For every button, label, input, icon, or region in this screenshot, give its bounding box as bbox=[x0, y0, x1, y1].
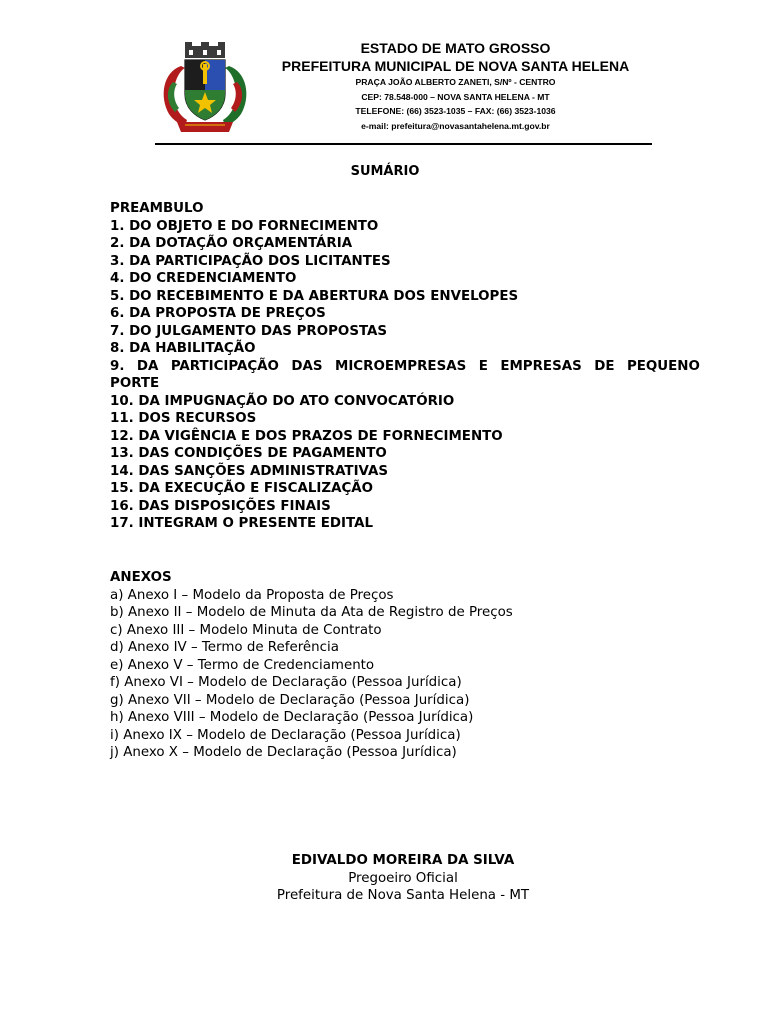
annex-item: b) Anexo II – Modelo de Minuta da Ata de Registro de Preços bbox=[110, 605, 513, 620]
toc-item: 6. DA PROPOSTA DE PREÇOS bbox=[110, 306, 326, 321]
signature-block bbox=[0, 852, 770, 905]
cep-line: CEP: 78.548-000 – NOVA SANTA HELENA - MT bbox=[361, 91, 550, 102]
toc-item: 2. DA DOTAÇÃO ORÇAMENTÁRIA bbox=[110, 236, 353, 251]
toc-word: 9. bbox=[110, 358, 125, 374]
toc-word: MICROEMPRESAS bbox=[335, 358, 467, 374]
toc-word: EMPRESAS bbox=[500, 358, 582, 374]
annex-item: h) Anexo VIII – Modelo de Declaração (Pessoa Jurídica) bbox=[110, 710, 474, 725]
toc-word: PARTICIPAÇÃO bbox=[170, 358, 279, 374]
toc-word: DA bbox=[136, 358, 159, 374]
annex-item: g) Anexo VII – Modelo de Declaração (Pessoa Jurídica) bbox=[110, 692, 470, 708]
prefeitura-name: PREFEITURA MUNICIPAL DE NOVA SANTA HELENA bbox=[281, 58, 630, 74]
municipal-coat-of-arms-icon bbox=[155, 42, 255, 136]
toc-item: 17. INTEGRAM O PRESENTE EDITAL bbox=[110, 516, 373, 531]
toc-item: 12. DA VIGÊNCIA E DOS PRAZOS DE FORNECIMENTO bbox=[110, 428, 503, 444]
toc-item: 16. DAS DISPOSIÇÕES FINAIS bbox=[110, 498, 331, 514]
toc-item: 7. DO JULGAMENTO DAS PROPOSTAS bbox=[110, 323, 388, 339]
table-of-contents bbox=[110, 200, 700, 533]
address-line: PRAÇA JOÃO ALBERTO ZANETI, S/Nº - CENTRO bbox=[355, 77, 556, 87]
annex-item: j) Anexo X – Modelo de Declaração (Pessoa Jurídica) bbox=[110, 745, 457, 760]
toc-word: DE bbox=[594, 358, 615, 374]
header-divider bbox=[155, 143, 652, 145]
email-line: e-mail: prefeitura@novasantahelena.mt.gov.br bbox=[361, 120, 550, 131]
toc-word: PEQUENO bbox=[626, 358, 700, 374]
signatory-role: Pregoeiro Oficial bbox=[348, 870, 458, 886]
toc-item: 1. DO OBJETO E DO FORNECIMENTO bbox=[110, 218, 379, 234]
toc-item-9-continued: PORTE bbox=[110, 376, 160, 391]
annex-item: f) Anexo VI – Modelo de Declaração (Pessoa Jurídica) bbox=[110, 675, 462, 690]
toc-item: 15. DA EXECUÇÃO E FISCALIZAÇÃO bbox=[110, 481, 374, 496]
toc-item: 13. DAS CONDIÇÕES DE PAGAMENTO bbox=[110, 446, 387, 461]
toc-item: 11. DOS RECURSOS bbox=[110, 411, 257, 426]
toc-item: 5. DO RECEBIMENTO E DA ABERTURA DOS ENVELOPES bbox=[110, 288, 519, 304]
annex-item: a) Anexo I – Modelo da Proposta de Preços bbox=[110, 587, 394, 603]
toc-item: 4. DO CREDENCIAMENTO bbox=[110, 271, 297, 286]
toc-item: 14. DAS SANÇÕES ADMINISTRATIVAS bbox=[110, 463, 389, 479]
signatory-name: EDIVALDO MOREIRA DA SILVA bbox=[291, 853, 515, 868]
state-name: ESTADO DE MATO GROSSO bbox=[360, 40, 551, 56]
annexes-section bbox=[110, 569, 710, 762]
annex-item: d) Anexo IV – Termo de Referência bbox=[110, 640, 339, 655]
annex-item: e) Anexo V – Termo de Credenciamento bbox=[110, 657, 375, 673]
toc-item: 10. DA IMPUGNAÇÃO DO ATO CONVOCATÓRIO bbox=[110, 393, 455, 409]
page-title: SUMÁRIO bbox=[350, 164, 420, 179]
toc-item: 8. DA HABILITAÇÃO bbox=[110, 341, 256, 356]
toc-item: 3. DA PARTICIPAÇÃO DOS LICITANTES bbox=[110, 253, 391, 269]
signatory-organization: Prefeitura de Nova Santa Helena - MT bbox=[276, 888, 530, 903]
phone-line: TELEFONE: (66) 3523-1035 – FAX: (66) 3523-1036 bbox=[355, 106, 556, 116]
annex-item: i) Anexo IX – Modelo de Declaração (Pessoa Jurídica) bbox=[110, 727, 461, 743]
annex-item: c) Anexo III – Modelo Minuta de Contrato bbox=[110, 622, 382, 638]
toc-item-9 bbox=[110, 358, 700, 376]
toc-item: PREAMBULO bbox=[110, 201, 204, 216]
toc-word: E bbox=[478, 358, 488, 374]
annexes-title: ANEXOS bbox=[110, 570, 172, 585]
toc-word: DAS bbox=[291, 358, 323, 374]
letterhead bbox=[258, 40, 653, 133]
